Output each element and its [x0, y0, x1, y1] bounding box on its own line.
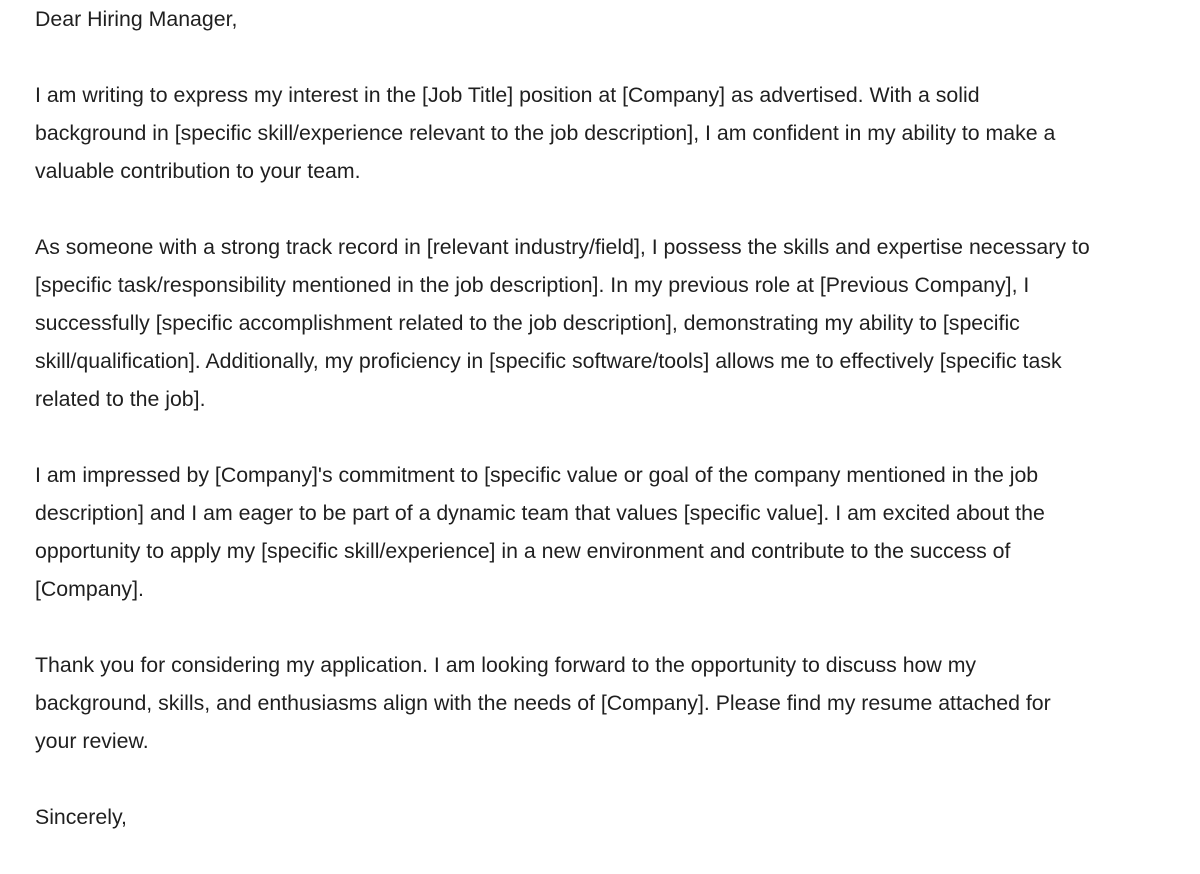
- paragraph-3-line-4: [Company].: [35, 577, 144, 601]
- paragraph-1-line-2: background in [specific skill/experience relevant to the job description], I am confident in my ability to make a: [35, 121, 1056, 145]
- paragraph-2: [35, 228, 1195, 418]
- paragraph-4-line-2: background, skills, and enthusiasms align with the needs of [Company]. Please find my resume attached for: [35, 691, 1051, 715]
- paragraph-3-line-3: opportunity to apply my [specific skill/experience] in a new environment and contribute to the success of: [35, 539, 1011, 563]
- paragraph-3: [35, 456, 1195, 608]
- greeting: [35, 0, 1195, 38]
- closing-line: Sincerely,: [35, 805, 127, 829]
- paragraph-2-line-2: [specific task/responsibility mentioned in the job description]. In my previous role at [Previous Company], I: [35, 273, 1030, 297]
- paragraph-1-line-1: I am writing to express my interest in the [Job Title] position at [Company] as advertised. With a solid: [35, 83, 980, 107]
- paragraph-1-line-3: valuable contribution to your team.: [35, 159, 361, 183]
- paragraph-4-line-3: your review.: [35, 729, 149, 753]
- paragraph-3-line-1: I am impressed by [Company]'s commitment to [specific value or goal of the company mentioned in the job: [35, 463, 1039, 487]
- greeting-line: Dear Hiring Manager,: [35, 7, 238, 31]
- cover-letter: [35, 0, 1195, 874]
- paragraph-3-line-2: description] and I am eager to be part of a dynamic team that values [specific value]. I am excited about the: [35, 501, 1045, 525]
- paragraph-4-line-1: Thank you for considering my application. I am looking forward to the opportunity to discuss how my: [35, 653, 977, 677]
- paragraph-2-line-3: successfully [specific accomplishment related to the job description], demonstrating my ability to [specific: [35, 311, 1020, 335]
- paragraph-1: [35, 76, 1195, 190]
- paragraph-2-line-5: related to the job].: [35, 387, 206, 411]
- paragraph-2-line-1: As someone with a strong track record in [relevant industry/field], I possess the skills and expertise necessary to: [35, 235, 1090, 259]
- paragraph-4: [35, 646, 1195, 760]
- closing: [35, 798, 1195, 836]
- paragraph-2-line-4: skill/qualification]. Additionally, my proficiency in [specific software/tools] allows me to effectively [specific task: [35, 349, 1062, 373]
